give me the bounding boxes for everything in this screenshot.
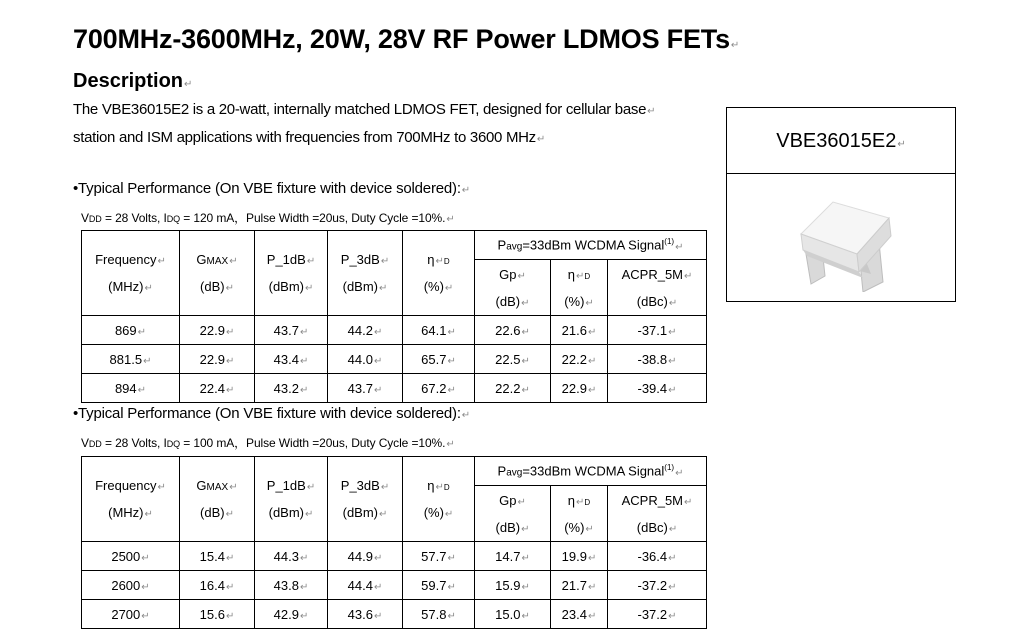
performance-table-2 (81, 456, 707, 629)
cell: 22.2↵ (475, 374, 551, 403)
cell: 881.5↵ (82, 345, 180, 374)
header-efficiency: η↵D (%)↵ (403, 231, 475, 316)
description-heading: Description↵ (73, 70, 193, 92)
header-efficiency: η↵D (%)↵ (403, 457, 475, 542)
header-p1db: P_1dB↵ (dBm)↵ (255, 231, 328, 316)
cell: 2700↵ (82, 600, 180, 629)
table-row (82, 571, 707, 600)
cell: 869↵ (82, 316, 180, 345)
table-row (82, 374, 707, 403)
cell: 21.7↵ (551, 571, 608, 600)
cell: 43.8↵ (255, 571, 328, 600)
cell: 2500↵ (82, 542, 180, 571)
cell: 65.7↵ (403, 345, 475, 374)
header-signal: Pavg=33dBm WCDMA Signal$^{(1)}$↵ (475, 231, 707, 260)
cell: 14.7↵ (475, 542, 551, 571)
cell: 19.9↵ (551, 542, 608, 571)
cell: 57.7↵ (403, 542, 475, 571)
table-row (82, 600, 707, 629)
cell: 15.6↵ (180, 600, 255, 629)
header-efficiency-signal: η↵D (%)↵ (551, 486, 608, 542)
section-1-heading: •Typical Performance (On VBE fixture with device soldered):↵ (73, 180, 470, 197)
cell: 22.4↵ (180, 374, 255, 403)
cell: 43.2↵ (255, 374, 328, 403)
cell: 44.9↵ (328, 542, 403, 571)
cell: 894↵ (82, 374, 180, 403)
cell: 59.7↵ (403, 571, 475, 600)
cell: 57.8↵ (403, 600, 475, 629)
table-row (82, 345, 707, 374)
cell: 44.0↵ (328, 345, 403, 374)
cell: 67.2↵ (403, 374, 475, 403)
header-efficiency-signal: η↵D (%)↵ (551, 260, 608, 316)
cell: -38.8↵ (608, 345, 707, 374)
cell: 23.4↵ (551, 600, 608, 629)
cell: 22.9↵ (180, 345, 255, 374)
cell: 44.3↵ (255, 542, 328, 571)
description-line-2: station and ISM applications with frequencies from 700MHz to 3600 MHz↵ (73, 129, 545, 146)
header-acpr: ACPR_5M↵ (dBc)↵ (608, 486, 707, 542)
header-signal: Pavg=33dBm WCDMA Signal$^{(1)}$↵ (475, 457, 707, 486)
cell: -37.1↵ (608, 316, 707, 345)
cell: 21.6↵ (551, 316, 608, 345)
cell: -36.4↵ (608, 542, 707, 571)
cell: 43.6↵ (328, 600, 403, 629)
cell: 22.6↵ (475, 316, 551, 345)
cell: 22.9↵ (551, 374, 608, 403)
table-row (82, 316, 707, 345)
cell: 22.2↵ (551, 345, 608, 374)
performance-table-1 (81, 230, 707, 403)
header-gp: Gp↵ (dB)↵ (475, 486, 551, 542)
cell: -37.2↵ (608, 571, 707, 600)
cell: 2600↵ (82, 571, 180, 600)
header-gmax: GMAX↵ (dB)↵ (180, 457, 255, 542)
header-p3db: P_3dB↵ (dBm)↵ (328, 231, 403, 316)
cell: 15.4↵ (180, 542, 255, 571)
cell: 44.4↵ (328, 571, 403, 600)
cell: 43.4↵ (255, 345, 328, 374)
cell: 22.9↵ (180, 316, 255, 345)
cell: 22.5↵ (475, 345, 551, 374)
header-frequency: Frequency↵ (MHz)↵ (82, 231, 180, 316)
section-2-heading: •Typical Performance (On VBE fixture with device soldered):↵ (73, 405, 470, 422)
section-2-conditions: VDD = 28 Volts, IDQ = 100 mA，Pulse Width =20us, Duty Cycle =10%.↵ (81, 436, 455, 450)
cell: 43.7↵ (328, 374, 403, 403)
device-package-image (797, 192, 897, 292)
header-p1db: P_1dB↵ (dBm)↵ (255, 457, 328, 542)
page-title: 700MHz-3600MHz, 20W, 28V RF Power LDMOS FETs↵ (73, 24, 740, 54)
table-row (82, 542, 707, 571)
cell: 42.9↵ (255, 600, 328, 629)
cell: 64.1↵ (403, 316, 475, 345)
cell: -37.2↵ (608, 600, 707, 629)
description-line-1: The VBE36015E2 is a 20-watt, internally matched LDMOS FET, designed for cellular base↵ (73, 101, 656, 118)
product-name: VBE36015E2↵ (727, 108, 955, 174)
cell: 15.0↵ (475, 600, 551, 629)
header-gp: Gp↵ (dB)↵ (475, 260, 551, 316)
header-acpr: ACPR_5M↵ (dBc)↵ (608, 260, 707, 316)
description-paragraph (73, 97, 723, 153)
product-box (726, 107, 956, 302)
header-frequency: Frequency↵ (MHz)↵ (82, 457, 180, 542)
header-p3db: P_3dB↵ (dBm)↵ (328, 457, 403, 542)
section-1-conditions: VDD = 28 Volts, IDQ = 120 mA，Pulse Width =20us, Duty Cycle =10%.↵ (81, 211, 455, 225)
cell: -39.4↵ (608, 374, 707, 403)
cell: 15.9↵ (475, 571, 551, 600)
cell: 16.4↵ (180, 571, 255, 600)
cell: 44.2↵ (328, 316, 403, 345)
header-gmax: GMAX↵ (dB)↵ (180, 231, 255, 316)
cell: 43.7↵ (255, 316, 328, 345)
